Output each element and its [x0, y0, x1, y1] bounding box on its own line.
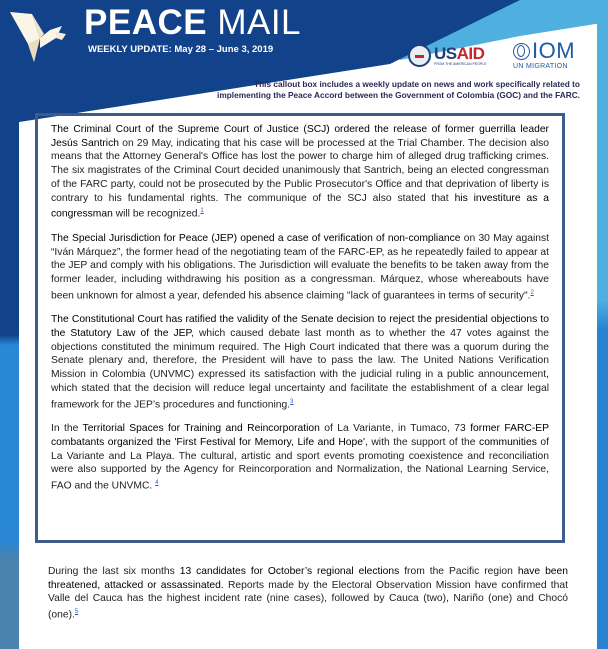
highlighted-text: communities [479, 436, 537, 448]
callout-paragraph-2 [51, 232, 549, 303]
highlighted-text: former FARC-EP combatants organized the 'First Festival for Memory, Life and Hope' [51, 423, 549, 448]
footnote-link[interactable]: 3 [290, 398, 294, 405]
highlighted-text: have been threatened, attacked or assassinated [48, 566, 568, 591]
highlighted-text: his investiture as a congressman [51, 192, 550, 220]
callout-paragraph-3 [51, 313, 549, 411]
callout-paragraph-4 [51, 422, 549, 493]
callout-description-line-1: This callout box includes a weekly update on news and work specifically related to [254, 79, 580, 89]
text-run: , which caused debate last month as to whether the 47 votes against the objections constituted the minimum required. The High Court indicated that there was a quorum during the Senate plenary and, therefore, the President will have to pass the law. The United Nations Verification Mission in Colombia (UNVMC) expressed its satisfaction with the judicial ruling in a public announcement, which stated that the decision will reduce legal uncertainty and facilitate the establishment of a clear legal framework for the JEP’s procedures and functioning. [51, 327, 549, 410]
text-run: During the last six months [48, 566, 180, 577]
text-run: will be recognized. [112, 208, 201, 220]
iom-logo [513, 40, 575, 70]
highlighted-text: 13 candidates for October’s regional elections [179, 566, 400, 577]
usaid-wordmark [434, 45, 486, 62]
weekly-update-subtitle: WEEKLY UPDATE: May 28 – June 3, 2019 [88, 44, 274, 55]
callout-paragraph-1 [51, 123, 549, 221]
highlighted-text: Territorial Spaces for Training and Reincorporation [82, 423, 320, 435]
text-run: . Reports made by the Electoral Observation Mission have confirmed that Valle del Cauca has the highest incident rate (nine cases), followed by Cauca (two), Nariño (one) and Chocó (one). [48, 579, 568, 621]
newsletter-title [84, 3, 301, 43]
iom-tagline: UN MIGRATION [513, 63, 568, 70]
usaid-seal-icon [408, 44, 431, 67]
text-run: on 30 May against “Iván Márquez”, the former head of the negotiating team of the FARC-EP, as he repeatedly failed to appear at the JEP and comply with his obligations. The Jurisdiction will evaluate the benefits to be taken away from the former leader, including withdrawing his position as a congressman. Márquez, whose whereabouts have been unknown for almost a year, defended his absence claiming "lack of guarantees in terms of security". [51, 232, 549, 302]
electoral-violence-paragraph [48, 565, 568, 622]
footnote-link[interactable]: 4 [155, 479, 159, 486]
text-run: , with the support of the [364, 436, 480, 448]
footnote-link[interactable]: 2 [530, 289, 534, 296]
usaid-tagline: FROM THE AMERICAN PEOPLE [434, 61, 487, 66]
text-run: from the Pacific region [399, 566, 518, 577]
title-light-part: MAIL [217, 3, 302, 42]
title-bold-part: PEACE [84, 3, 208, 42]
callout-description-line-2: implementing the Peace Accord between the Government of Colombia (GOC) and the FARC. [217, 90, 580, 100]
highlighted-text: The Criminal Court of the Supreme Court of Justice (SCJ) ordered the release of former guerrilla leader Jesús Santrich [51, 124, 549, 149]
iom-globe-icon [513, 43, 530, 60]
footnote-link[interactable]: 5 [74, 609, 79, 616]
peace-accord-callout-box [35, 113, 565, 543]
usaid-logo [408, 44, 486, 67]
dove-logo-icon [4, 4, 68, 64]
highlighted-text: The Constitutional Court has ratified the validity of the Senate decision to reject the presidential objections to the Statutory Law of the JEP [51, 314, 549, 339]
text-run: In the [51, 423, 83, 435]
electoral-violence-section [48, 565, 568, 633]
highlighted-text: The Special Jurisdiction for Peace (JEP) opened a case of verification of non-compliance [51, 232, 461, 244]
footnote-link[interactable]: 1 [200, 208, 204, 215]
text-run: of La Variante, in Tumaco, 73 [319, 423, 471, 435]
text-run: of La Variante and La Playa. The cultural, artistic and sport events promoting coexistence and reconciliation were also supported by the Agency for Reincorporation and Normalization, the National Learning Service, FAO and the UNVMC. [51, 436, 549, 492]
text-run: on 29 May, indicating that his case will be processed at the Trial Chamber. The decision also means that the Attorney General's Office has lost the power to charge him of alleged drug trafficking crimes. The six magistrates of the Criminal Court decided unanimously that Santrich, being an elected congressman of the FARC party, could not be prosecuted by the Public Prosecutor's Office and that deprivation of liberty is contrary to his fundamental rights. The communique of the SCJ also stated that [51, 137, 549, 204]
usaid-word-red: AID [456, 43, 485, 63]
usaid-word-blue: US [434, 43, 457, 63]
callout-description [217, 79, 580, 101]
iom-wordmark: IOM [532, 38, 576, 63]
